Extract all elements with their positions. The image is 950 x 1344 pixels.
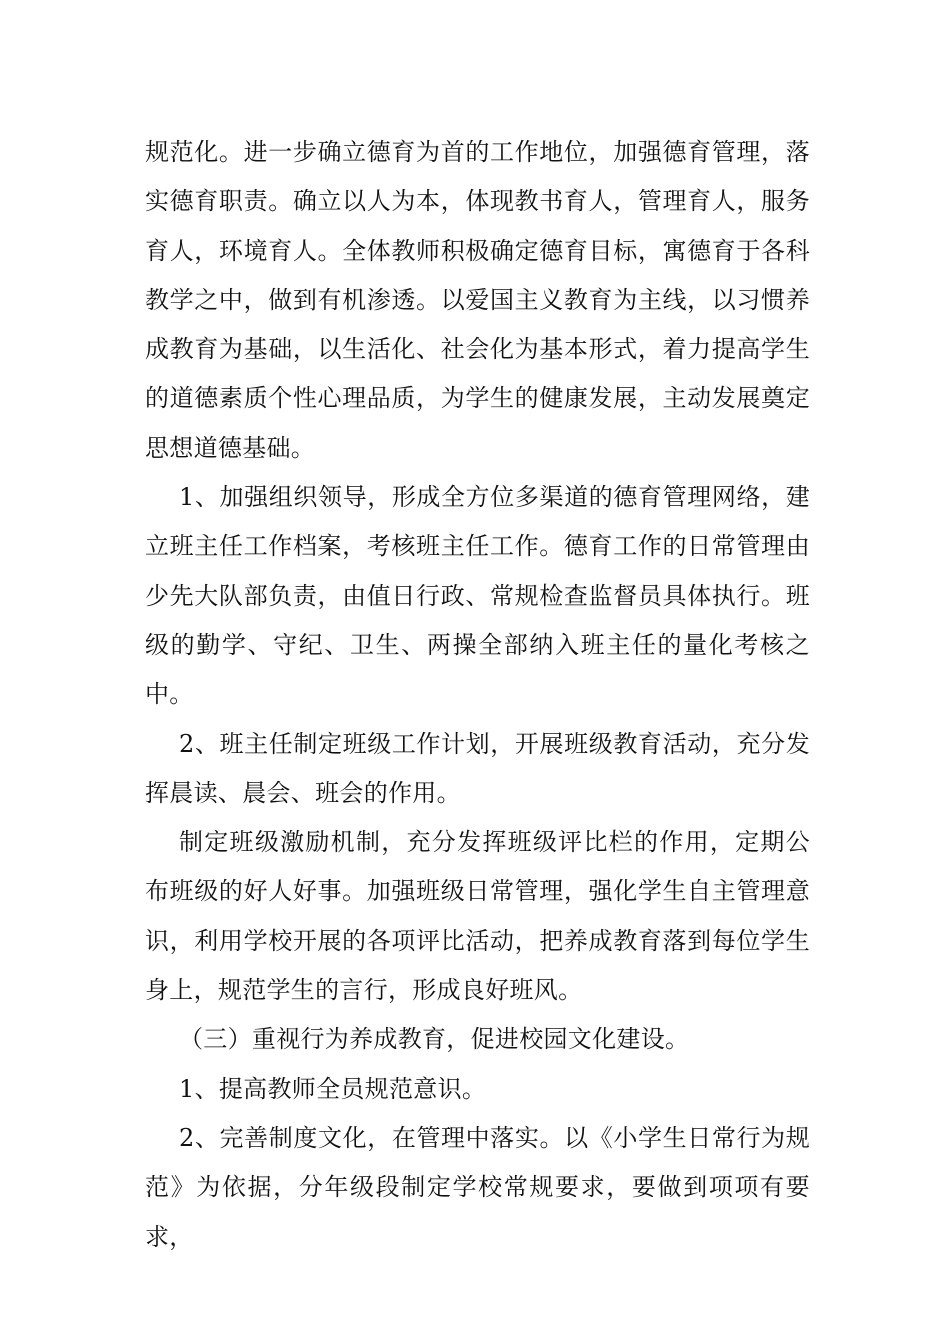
document-body xyxy=(145,128,810,1262)
paragraph-institutional-culture: 2、完善制度文化，在管理中落实。以《小学生日常行为规范》为依据，分年级段制定学校常规要求，要做到项项有要求， xyxy=(145,1123,810,1251)
paragraph-class-work-plan: 2、班主任制定班级工作计划，开展班级教育活动，充分发挥晨读、晨会、班会的作用。 xyxy=(145,729,810,807)
section-heading-behavior-education: （三）重视行为养成教育，促进校园文化建设。 xyxy=(179,1025,690,1054)
paragraph-moral-education-intro: 规范化。进一步确立德育为首的工作地位，加强德育管理，落实德育职责。确立以人为本，体现教书育人，管理育人，服务育人，环境育人。全体教师积极确定德育目标，寓德育于各科教学之中，做到有机渗透。以爱国主义教育为主线，以习惯养成教育为基础，以生活化、社会化为基本形式，着力提高学生的道德素质个性心理品质，为学生的健康发展，主动发展奠定思想道德基础。 xyxy=(145,138,810,462)
paragraph-class-incentive: 制定班级激励机制，充分发挥班级评比栏的作用，定期公布班级的好人好事。加强班级日常管理，强化学生自主管理意识，利用学校开展的各项评比活动，把养成教育落到每位学生身上，规范学生的言行，形成良好班风。 xyxy=(145,828,810,1005)
paragraph-organization-leadership: 1、加强组织领导，形成全方位多渠道的德育管理网络，建立班主任工作档案，考核班主任工作。德育工作的日常管理由少先大队部负责，由值日行政、常规检查监督员具体执行。班级的勤学、守纪、卫生、两操全部纳入班主任的量化考核之中。 xyxy=(145,483,810,709)
paragraph-teacher-awareness: 1、提高教师全员规范意识。 xyxy=(179,1074,487,1103)
